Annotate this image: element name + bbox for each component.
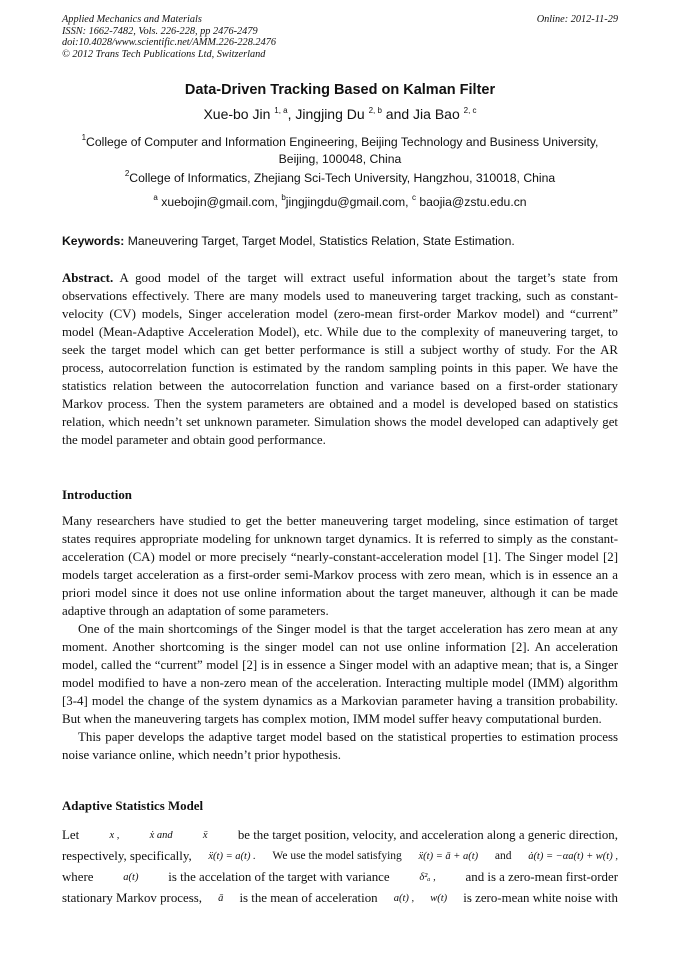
text-line: [62, 888, 618, 909]
author-name: Xue-bo Jin: [203, 106, 271, 122]
section-heading-adaptive-statistics-model: Adaptive Statistics Model: [62, 799, 204, 813]
text-run: is the accelation of the target with variance: [168, 870, 390, 884]
paragraph: Many researchers have studied to get the better maneuvering target modeling, since estimation of target states requires appropriate modeling for unknown target dynamics. It is referred to simply as the constant-acceleration (CA) model or more precisely “nearly-constant-acceleration model [1]. The Singer model [2] models target acceleration as a first-order semi-Markov process with zero mean, which is in essence an a priori model since it does not use online information about the target maneuver, although it can be made adaptive through an adaptation of some parameters.: [62, 514, 618, 618]
author-name: Jingjing Du: [295, 106, 365, 122]
introduction-body: [62, 512, 618, 764]
text-run: where: [62, 870, 94, 884]
author-name: Jia Bao: [413, 106, 460, 122]
affil-text: College of Informatics, Zhejiang Sci-Tech University, Hangzhou, 310018, China: [129, 171, 556, 185]
paper-title: Data-Driven Tracking Based on Kalman Filter: [184, 82, 496, 98]
math-symbol: ẋ and: [149, 830, 173, 841]
affiliation-2: [62, 170, 618, 187]
affil-text: College of Computer and Information Engineering, Beijing Technology and Business University,: [86, 135, 599, 149]
author-affil-sup: 2, b: [368, 106, 382, 115]
text-run: stationary Markov process,: [62, 891, 202, 905]
text-run: Let: [62, 828, 80, 842]
math-equation: ẍ(t) = a(t) .: [208, 851, 256, 862]
email-link[interactable]: baojia@zstu.edu.cn: [419, 195, 527, 209]
text-run: be the target position, velocity, and acceleration along a generic direction,: [237, 828, 618, 842]
journal-name: Applied Mechanics and Materials: [62, 14, 202, 25]
text-run: is the mean of acceleration: [239, 891, 378, 905]
math-symbol: a(t) ,: [393, 893, 415, 904]
adaptive-model-body: [62, 825, 618, 909]
email-sup: c: [411, 193, 416, 202]
math-equation: ẍ(t) = ā + a(t): [418, 851, 479, 862]
affil-text: Beijing, 100048, China: [278, 152, 402, 166]
author-affil-sup: 2, c: [463, 106, 477, 115]
journal-info: [62, 14, 618, 60]
abstract-text: A good model of the target will extract useful information about the target’s state from observations effectively. There are many models used to maneuvering target tracking, such as constant-velocity (CV) models, Singer acceleration model (zero-mean first-order Markov model) and “current” model (Mean-Adaptive Acceleration Model), etc. While due to the complexity of maneuvering target, to seek the target model which can get better performance is still a subject worthy of study. For the AR process, autocorrelation function is estimated by the random sampling points in this paper. We have the statistics relation between the autocorrelation function and variance based on a first-order stationary Markov process. Then the system parameters are obtained and a model is developed based on statistics relation, which needn’t set unknown parameter. Simulation shows the model developed can adaptively get the model parameter and obtain good performance.: [62, 271, 618, 447]
math-symbol: ẍ: [202, 830, 208, 841]
text-run: is zero-mean white noise with: [463, 891, 618, 905]
math-symbol: a(t): [123, 872, 139, 883]
text-run: and is a zero-mean first-order: [465, 870, 618, 884]
text-line: [62, 846, 618, 867]
email-link[interactable]: xuebojin@gmail.com,: [161, 195, 278, 209]
text-run: We use the model satisfying: [272, 850, 402, 862]
math-equation: ȧ(t) = −αa(t) + w(t) ,: [528, 851, 618, 862]
affiliation-1: [62, 134, 618, 168]
abstract-label: Abstract.: [62, 271, 114, 285]
author-affil-sup: 1, a: [274, 106, 288, 115]
math-symbol: δ²ₐ ,: [419, 872, 436, 883]
email-list: [62, 195, 618, 209]
text-line: [62, 825, 618, 846]
keywords-label: Keywords:: [62, 234, 125, 248]
journal-doi: doi:10.4028/www.scientific.net/AMM.226-228.2476: [62, 37, 277, 48]
text-run: and: [494, 850, 512, 862]
keywords-text: Maneuvering Target, Target Model, Statistics Relation, State Estimation.: [127, 234, 515, 248]
paragraph: This paper develops the adaptive target model based on the statistical properties to estimation process noise variance online, which needn’t prior hypothesis.: [62, 730, 618, 762]
math-symbol: ā: [218, 893, 224, 904]
author-list: Xue-bo Jin $^{1, a}$, Jingjing Du $^{2, b}$ and Jia Bao $^{2, c}$: [203, 106, 477, 122]
text-line: [62, 867, 618, 888]
journal-copyright: © 2012 Trans Tech Publications Ltd, Switzerland: [62, 48, 266, 60]
math-symbol: w(t): [430, 893, 448, 904]
text-run: respectively, specifically,: [62, 849, 192, 863]
keywords: [62, 234, 618, 248]
paragraph: One of the main shortcomings of the Singer model is that the target acceleration has zero mean at any moment. Another shortcoming is the singer model can not use online information [2]. An acceleration model, called the “current” model [2] is in essence a Singer model with an adaptive mean; that is, a Singer model modified to have a non-zero mean of the acceleration. Interacting multiple model (IMM) algorithm [3-4] model the change of the system dynamics as a Markovian parameter having a transition probability. But when the maneuvering targets has complex motion, IMM model suffer heavy computational burden.: [62, 622, 618, 726]
email-sup: a: [153, 193, 158, 202]
journal-issn: ISSN: 1662-7482, Vols. 226-228, pp 2476-2479: [62, 25, 258, 37]
email-sup: b: [281, 193, 286, 202]
affil-sup: 1: [81, 133, 87, 142]
affil-sup: 2: [124, 169, 130, 178]
math-symbol: x ,: [109, 830, 120, 841]
section-heading-introduction: Introduction: [62, 488, 132, 502]
abstract: [62, 269, 618, 449]
email-link[interactable]: jingjingdu@gmail.com,: [285, 195, 409, 209]
online-date: Online: 2012-11-29: [536, 14, 618, 25]
